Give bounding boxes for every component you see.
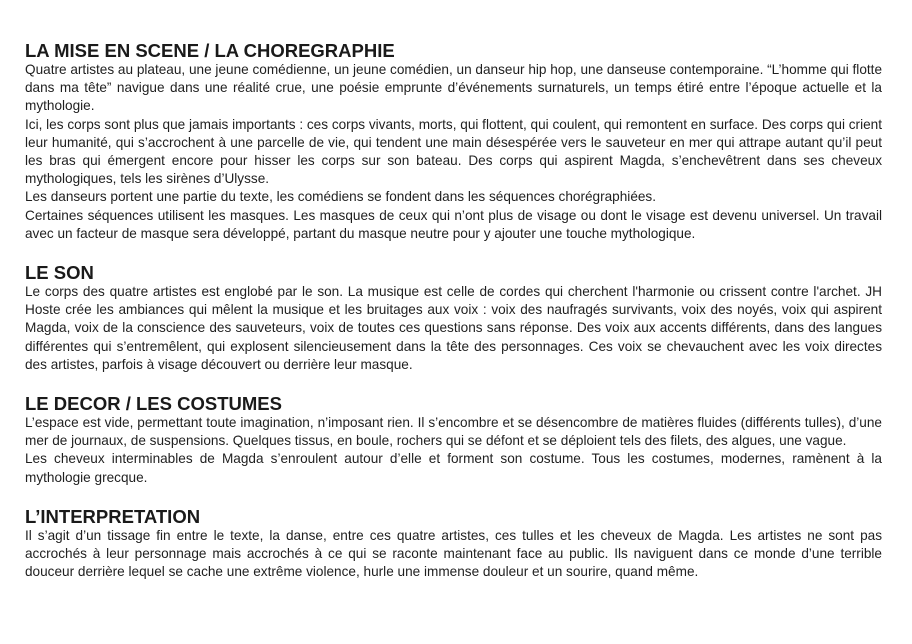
section-decor-costumes xyxy=(25,394,882,487)
section-heading: LA MISE EN SCENE / LA CHOREGRAPHIE xyxy=(25,40,395,61)
paragraph: Ici, les corps sont plus que jamais importants : ces corps vivants, morts, qui flottent, qui coulent, qui remontent en surface. Des corps qui crient leur humanité, qui s’accrochent à une parcelle de vie, qui tendent une main désespérée vers le sauveteur en mer qui attrape autant qu’il peut les bras qui émergent encore pour hisser les corps sur son bateau. Des corps qui aspirent Magda, s’enchevêtrent dans ses cheveux mythologiques, tels les sirènes d’Ulysse. xyxy=(25,116,882,187)
paragraph: Quatre artistes au plateau, une jeune comédienne, un jeune comédien, un danseur hip hop, une danseuse contemporaine. “L’homme qui flotte dans ma tête” navigue dans une réalité crue, une poésie emprunte d’événements surnaturels, un temps étiré entre l’époque actuelle et la mythologie. xyxy=(25,62,882,114)
paragraph: Certaines séquences utilisent les masques. Les masques de ceux qui n’ont plus de visage ou dont le visage est devenu universel. Un travail avec un facteur de masque sera développé, partant du masque neutre pour y ajouter une touche mythologique. xyxy=(25,207,882,241)
paragraph: Il s’agit d’un tissage fin entre le texte, la danse, entre ces quatre artistes, ces tulles et les cheveux de Magda. Les artistes ne sont pas accrochés à leur personnage mais accrochés à ce qui se raconte maintenant face au public. Ils naviguent dans ce monde d’une terrible douceur derrière lequel se cache une extrême violence, hurle une immense douleur et un sourire, quand même. xyxy=(25,527,882,580)
section-son xyxy=(25,263,882,374)
paragraph: Les danseurs portent une partie du texte, les comédiens se fondent dans les séquences chorégraphiées. xyxy=(25,189,657,205)
section-mise-en-scene xyxy=(25,41,882,243)
paragraph: Le corps des quatre artistes est englobé par le son. La musique est celle de cordes qui cherchent l'harmonie ou crissent contre l'archet. JH Hoste crée les ambiances qui mêlent la musique et les bruitages aux voix : voix des naufragés survivants, voix des noyés, voix qui aspirent Magda, voix de la conscience des sauveteurs, voix de toutes ces questions sans réponse. Des voix aux accents différents, dans des langues différentes qui s’entremêlent, qui explosent silencieusement dans la tête des personnages. Ces voix se chevauchent avec les voix directes des artistes, parfois à visage découvert ou derrière leur masque. xyxy=(25,284,882,372)
paragraph: L’espace est vide, permettant toute imagination, n’imposant rien. Il s’encombre et se désencombre de matières fluides (différents tulles), d’une mer de journaux, de suspensions. Quelques tissus, en boule, rochers qui se défont et se déploient tels des filets, des algues, une vague. xyxy=(25,415,882,449)
section-interpretation xyxy=(25,507,882,582)
section-heading: L’INTERPRETATION xyxy=(25,505,201,527)
section-heading: LE SON xyxy=(25,262,94,284)
document-page xyxy=(25,41,882,601)
section-heading: LE DECOR / LES COSTUMES xyxy=(25,393,282,415)
paragraph: Les cheveux interminables de Magda s’enroulent autour d’elle et forment son costume. Tous les costumes, modernes, ramènent à la mythologie grecque. xyxy=(25,451,882,485)
